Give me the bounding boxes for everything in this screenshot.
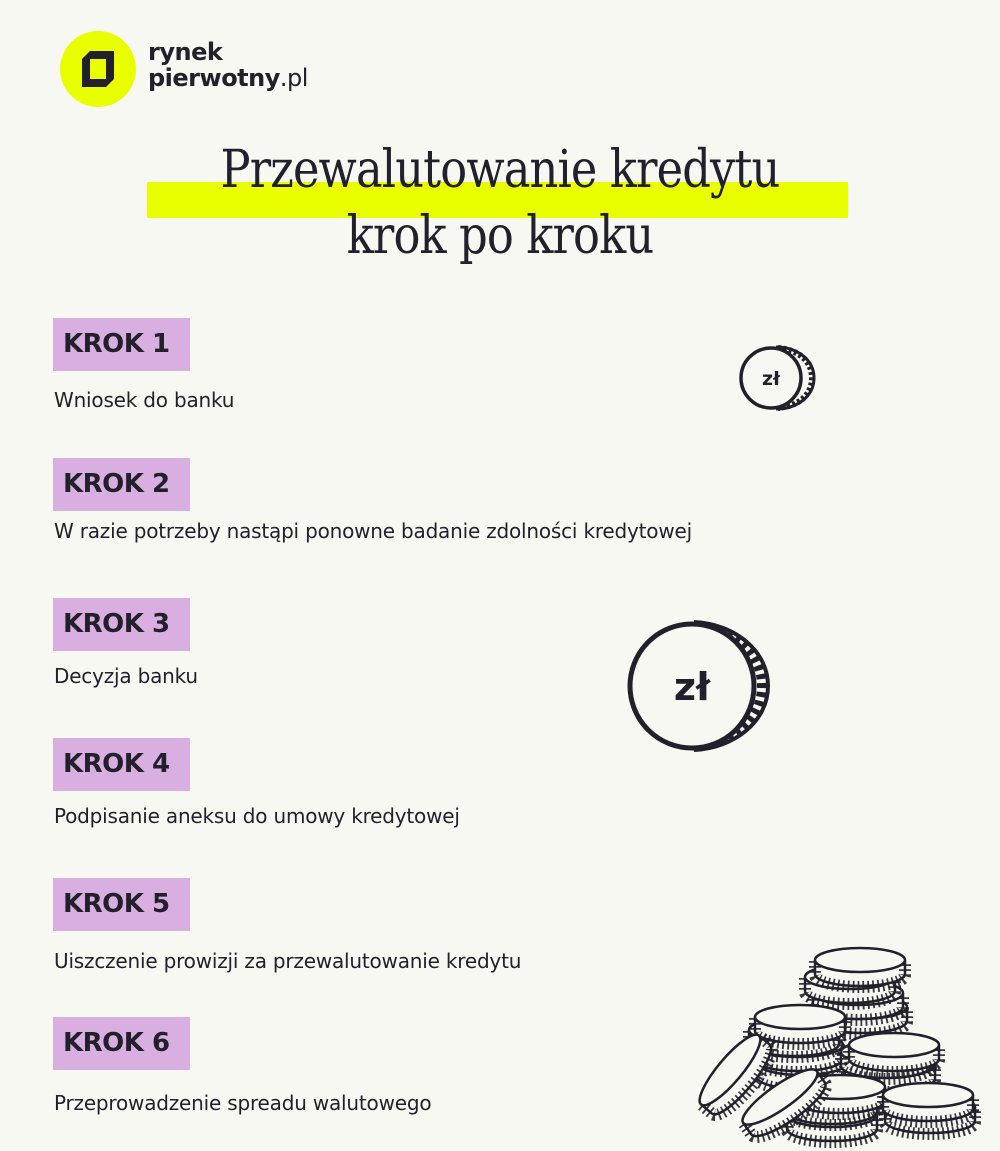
brand-name	[148, 39, 308, 91]
step-6	[53, 1017, 432, 1115]
step-badge: KROK 4	[53, 738, 190, 791]
step-description: Wniosek do banku	[54, 388, 235, 412]
step-description: Przeprowadzenie spreadu walutowego	[54, 1091, 432, 1115]
step-badge: KROK 5	[53, 878, 190, 931]
step-description: W razie potrzeby nastąpi ponowne badanie zdolności kredytowej	[54, 519, 692, 543]
step-badge: KROK 2	[53, 458, 190, 511]
step-4	[53, 738, 460, 828]
brand-tld: .pl	[279, 64, 308, 92]
title-line1: Przewalutowanie kredytu	[220, 140, 780, 200]
brand-logo	[60, 31, 320, 111]
step-badge: KROK 6	[53, 1017, 190, 1070]
step-1	[53, 318, 235, 412]
step-description: Decyzja banku	[54, 664, 198, 688]
zloty-coin-large-icon	[622, 618, 772, 754]
step-badge: KROK 3	[53, 598, 190, 651]
step-badge: KROK 1	[53, 318, 190, 371]
title-line2: krok po kroku	[346, 206, 654, 266]
svg-text:zł: zł	[673, 665, 711, 709]
brand-name-line2: pierwotny	[148, 64, 280, 92]
coin-stack-icon	[690, 935, 990, 1151]
step-description: Podpisanie aneksu do umowy kredytowej	[54, 804, 460, 828]
step-2	[53, 458, 692, 543]
step-description: Uiszczenie prowizji za przewalutowanie kredytu	[54, 949, 522, 973]
step-5	[53, 878, 522, 973]
logo-mark-icon	[60, 31, 136, 107]
svg-text:zł: zł	[761, 368, 781, 390]
page-title	[70, 140, 930, 266]
zloty-coin-small-icon	[738, 344, 820, 412]
brand-name-line1: rynek	[148, 38, 223, 66]
step-3	[53, 598, 198, 688]
